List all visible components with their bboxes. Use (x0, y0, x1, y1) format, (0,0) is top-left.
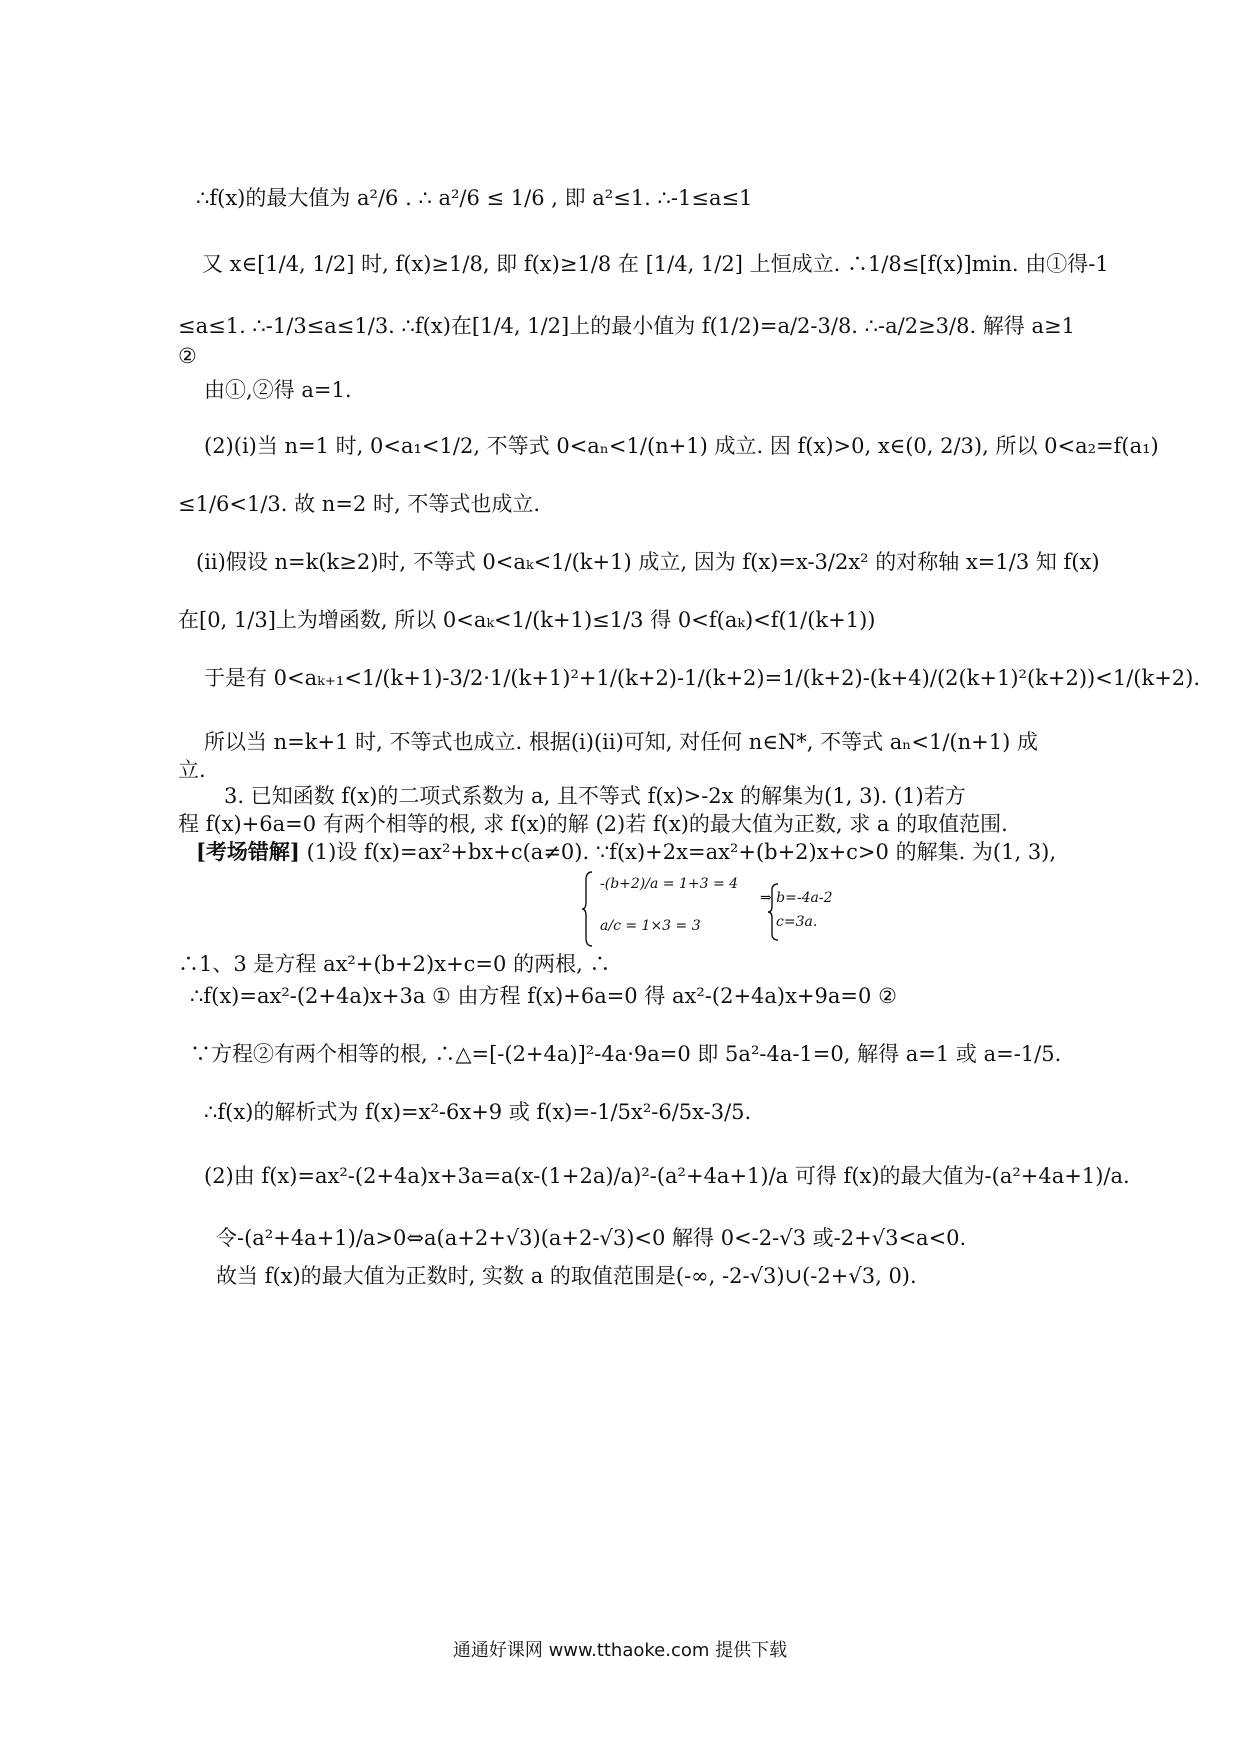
line-4: ② (178, 344, 197, 368)
line-3: ≤a≤1. ∴-1/3≤a≤1/3. ∴f(x)在[1/4, 1/2]上的最小值为 f(1/2)=a/2-3/8. ∴-a/2≥3/8. 解得 a≥1 (178, 314, 1075, 338)
line-20: (2)由 f(x)=ax²-(2+4a)x+3a=a(x-(1+2a)/a)²-(a²+4a+1)/a 可得 f(x)的最大值为-(a²+4a+1)/a. (204, 1164, 1130, 1188)
line-9: 在[0, 1/3]上为增函数, 所以 0<aₖ<1/(k+1)≤1/3 得 0<f(aₖ)<f(1/(k+1)) (178, 608, 876, 632)
line-5: 由①,②得 a=1. (204, 378, 352, 402)
line-8: (ii)假设 n=k(k≥2)时, 不等式 0<aₖ<1/(k+1) 成立, 因为 f(x)=x-3/2x² 的对称轴 x=1/3 知 f(x) (196, 550, 1100, 574)
line-10: 于是有 0<aₖ₊₁<1/(k+1)-3/2·1/(k+1)²+1/(k+2)-1/(k+2)=1/(k+2)-(k+4)/(2(k+1)²(k+2))<1/(k+2). (204, 666, 1201, 690)
system-eq-2: a/c = 1×3 = 3 (600, 918, 701, 934)
line-13: 3. 已知函数 f(x)的二项式系数为 a, 且不等式 f(x)>-2x 的解集为(1, 3). (1)若方 (224, 784, 966, 808)
line-19: ∴f(x)的解析式为 f(x)=x²-6x+9 或 f(x)=-1/5x²-6/5x-3/5. (204, 1100, 752, 1124)
right-brace (766, 882, 786, 942)
line-17: ∴f(x)=ax²-(2+4a)x+3a ① 由方程 f(x)+6a=0 得 ax²-(2+4a)x+9a=0 ② (190, 984, 897, 1008)
system-eq-1: -(b+2)/a = 1+3 = 4 (600, 876, 739, 892)
line-11: 所以当 n=k+1 时, 不等式也成立. 根据(i)(ii)可知, 对任何 n∈N*, 不等式 aₙ<1/(n+1) 成 (204, 730, 1038, 754)
footer: 通通好课网 www.tthaoke.com 提供下载 (452, 1640, 788, 1661)
line-21: 令-(a²+4a+1)/a>0⇔a(a+2+√3)(a+2-√3)<0 解得 0<-2-√3 或-2+√3<a<0. (216, 1226, 967, 1250)
line-1: ∴f(x)的最大值为 a²/6 . ∴ a²/6 ≤ 1/6 , 即 a²≤1. ∴-1≤a≤1 (196, 186, 753, 210)
left-brace (580, 870, 600, 948)
line-16: ∴1、3 是方程 ax²+(b+2)x+c=0 的两根, ∴ (178, 952, 611, 976)
line-6: (2)(i)当 n=1 时, 0<a₁<1/2, 不等式 0<aₙ<1/(n+1) 成立. 因 f(x)>0, x∈(0, 2/3), 所以 0<a₂=f(a₁) (204, 434, 1159, 458)
line-15 (196, 838, 1056, 866)
line-18: ∵方程②有两个相等的根, ∴△=[-(2+4a)]²-4a·9a=0 即 5a²-4a-1=0, 解得 a=1 或 a=-1/5. (190, 1042, 1062, 1066)
error-solution-text: (1)设 f(x)=ax²+bx+c(a≠0). ∵f(x)+2x=ax²+(b+2)x+c>0 的解集. 为(1, 3), (306, 840, 1057, 864)
error-heading: [考场错解] (196, 839, 300, 864)
line-14: 程 f(x)+6a=0 有两个相等的根, 求 f(x)的解 (2)若 f(x)的最大值为正数, 求 a 的取值范围. (178, 812, 1008, 836)
line-2: 又 x∈[1/4, 1/2] 时, f(x)≥1/8, 即 f(x)≥1/8 在 [1/4, 1/2] 上恒成立. ∴1/8≤[f(x)]min. 由①得-1 (202, 252, 1109, 276)
line-22: 故当 f(x)的最大值为正数时, 实数 a 的取值范围是(-∞, -2-√3)∪(-2+√3, 0). (216, 1264, 917, 1288)
line-7: ≤1/6<1/3. 故 n=2 时, 不等式也成立. (178, 492, 540, 516)
equation-system (580, 870, 880, 948)
system-result-2: c=3a. (776, 914, 818, 930)
line-12: 立. (178, 758, 206, 782)
system-result-1: ⇒ b=-4a-2 (760, 890, 833, 906)
